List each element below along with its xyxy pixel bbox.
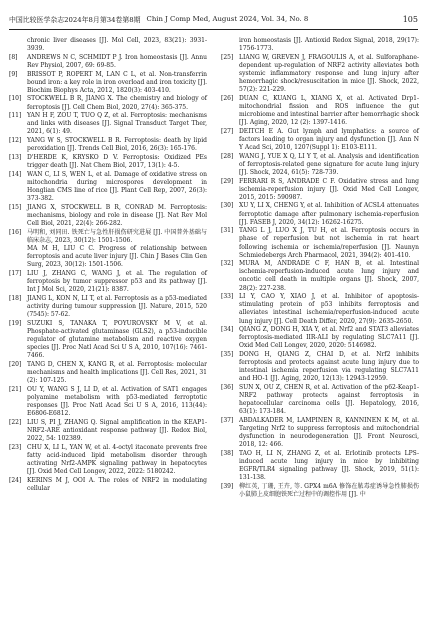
reference-item (9, 112, 207, 136)
reference-item (9, 477, 207, 493)
reference-text: ABDALKADER M, LAMPINEN R, KANNINEN K M, et al. Targeting Nrf2 to suppress ferroptosis and mitochondrial dysfunction in neurodegeneration [J]. Front Neurosci, 2018, 12: 466. (239, 417, 419, 449)
reference-text: OU Y, WANG S J, LI D, et al. Activation of SAT1 engages polyamine metabolism with p53-mediated ferroptotic responses [J]. Proc Natl Acad Sci U S A, 2016, 113(44): E6806-E6812. (27, 385, 207, 418)
reference-item (9, 320, 207, 360)
reference-item (221, 95, 419, 127)
reference-text: BRISSOT P, ROPERT M, LAN C L, et al. Non-transferrin bound iron: a key role in iron overload and iron toxicity [J]. Biochim Biophys Acta, 2012, 1820(3): 403-410. (27, 70, 207, 94)
reference-text: LI Y, CAO Y, XIAO J, et al. Inhibitor of apoptosis-stimulating protein of p53 inhibits ferroptosis and alleviates intestinal ischemia/reperfusion-induced acute lung injury [J]. Cell Death Differ, 2020, 27(9): 2635-2650. (239, 293, 419, 325)
reference-text: WAN C, LI S, WEN L, et al. Damage of oxidative stress on mitochondria during microspores development in Honglian CMS line of rice [J]. Plant Cell Rep, 2007, 26(3): 373-382. (27, 170, 207, 202)
journal-title-cn: 中国比较医学杂志2024年8月第34卷第8期 (9, 16, 141, 24)
reference-text: YAN H F, ZOU T, TUO Q Z, et al. Ferroptosis: mechanisms and links with diseases [J]. Signal Transduct Target Ther, 2021, 6(1): 49. (27, 112, 207, 136)
header-rule (9, 29, 418, 30)
reference-item (221, 128, 419, 152)
reference-text: ANDREWS N C, SCHMIDT P J. Iron homeostasis [J]. Annu Rev Physiol, 2007, 69: 69-85. (27, 53, 207, 69)
reference-item (9, 361, 207, 385)
reference-item (221, 54, 419, 94)
reference-number: [29] (221, 177, 234, 185)
reference-item (9, 71, 207, 95)
reference-item (221, 483, 419, 499)
reference-item (9, 270, 207, 294)
reference-number: [25] (221, 53, 234, 61)
reference-text: MURA M, ANDRADE C F, HAN B, et al. Intestinal ischemia-reperfusion-induced acute lung injury and oncotic cell death in multiple organs [J]. Shock, 2007, 28(2): 227-238. (239, 260, 419, 292)
reference-text: CHU X, LI L, YAN W, et al. 4-octyl itaconate prevents free fatty acid-induced lipid metabolism disorder through activating Nrf2-AMPK signaling pathway in hepatocytes [J]. Oxid Med Cell Longev, 2022, 2022: 5180242. (27, 443, 207, 475)
reference-item (9, 444, 207, 476)
reference-number: [11] (9, 112, 22, 120)
reference-number: [24] (9, 476, 22, 484)
reference-text: YANG W S, STOCKWELL B R. Ferroptosis: death by lipid peroxidation [J]. Trends Cell Biol, 2016, 26(3): 165-176. (27, 137, 207, 153)
running-header (9, 12, 418, 26)
reference-text: TANG L J, LUO X J, TU H, et al. Ferroptosis occurs in phase of reperfusion but not ischemia in rat heart following ischemia or ischemia/reperfusion [J]. Naunyn Schmiedebergs Arch Pharmacol, 2021, 394(2): 401-410. (239, 227, 419, 259)
reference-item (9, 95, 207, 111)
reference-item (9, 229, 207, 245)
reference-text: LIU S, PI J, ZHANG Q. Signal amplification in the KEAP1-NRF2-ARE antioxidant response pathway [J]. Redox Biol, 2022, 54: 102389. (27, 418, 207, 442)
reference-number: [32] (221, 260, 234, 268)
reference-text: 马明和, 刘同田. 铁死亡与急性肝损伤研究进展 [J]. 中国普外基础与临床杂志, 2023, 30(12): 1501-1506. (27, 228, 207, 244)
reference-number: [10] (9, 95, 22, 103)
reference-text: DUAN C, KUANG L, XIANG X, et al. Activated Drp1-mitochondrial fission and ROS influence the gut microbiome and intestinal barrier after hemorrhagic shock [J]. Aging, 2020, 12 (2): 1397-1416. (239, 94, 419, 127)
reference-number: [12] (9, 137, 22, 145)
reference-item (221, 384, 419, 416)
reference-item (9, 245, 207, 269)
reference-text: WANG J, YUE X Q, LI Y T, et al. Analysis and identification of ferroptosis-related gene signature for acute lung injury [J]. Shock, 2024, 61(5): 728-739. (239, 152, 419, 176)
reference-number: [28] (221, 152, 234, 160)
reference-number: [27] (221, 127, 234, 135)
reference-text: TANG D, CHEN X, KANG R, et al. Ferroptosis: molecular mechanisms and health implications [J]. Cell Res, 2021, 31 (2): 107-125. (27, 360, 207, 385)
reference-item (221, 293, 419, 325)
reference-list-right (221, 54, 419, 499)
reference-text: MA M H, LIU C C. Progress of relationship between ferroptosis and acute liver injury [J]. Chin J Bases Clin Gen Surg, 2023, 30(12): 1501-1506. (27, 245, 207, 269)
reference-item (221, 153, 419, 177)
reference-text: JIANG X, STOCKWELL B R, CONRAD M. Ferroptosis: mechanisms, biology and role in disease [J]. Nat Rev Mol Cell Biol, 2021, 22(4): 266-282. (27, 203, 207, 227)
reference-number: [38] (221, 450, 234, 457)
reference-item (9, 386, 207, 418)
reference-item (221, 417, 419, 449)
right-column (221, 37, 419, 500)
reference-number: [23] (9, 443, 22, 451)
reference-text: D'HERDE K, KRYSKO D V. Ferroptosis: Oxidized PEs trigger death [J]. Nat Chem Biol, 2017, 13(1): 4-5. (27, 153, 207, 169)
reference-item (221, 326, 419, 350)
reference-number: [16] (9, 228, 22, 236)
journal-title-en: Chin J Comp Med, August 2024, Vol. 34, No. 8 (146, 15, 309, 23)
reference-item (9, 137, 207, 153)
reference-number: [37] (221, 417, 234, 425)
reference-item (9, 204, 207, 228)
reference-text: DONG H, QIANG Z, CHAI D, et al. Nrf2 inhibits ferroptosis and protects against acute lung injury due to intestinal ischemia reperfusion via regulating SLC7A11 and HO-1 [J]. Aging, 2020, 12(13): 12943-12959. (239, 351, 419, 383)
reference-number: [14] (9, 170, 22, 178)
reference-continuation: iron homeostasis [J]. Antioxid Redox Signal, 2018, 29(17): 1756-1773. (239, 37, 419, 53)
reference-continuation: chronic liver diseases [J]. Mol Cell, 2023, 83(21): 3931-3939. (27, 37, 207, 53)
reference-item (221, 260, 419, 292)
reference-text: SUZUKI S, TANAKA T, POYUROVSKY M V, et al. Phosphate-activated glutaminase (GLS2), a p53-inducible regulator of glutamine metabolism and reactive oxygen species [J]. Proc Natl Acad Sci U S A, 2010, 107(16): 7461-7466. (27, 319, 207, 360)
reference-text: LIANG W, GREVEN J, FRAGOULIS A, et al. Sulforaphane-dependent up-regulation of NRF2 activity alleviates both systemic inflammatory response and lung injury after hemorrhagic shock/resuscitation in mice [J]. Shock, 2022, 57(2): 221-229. (239, 53, 419, 94)
reference-text: 柳红英, 丁珊, 王卉, 等. GPX4 m6A 修饰在脓毒症诱导急性肺损伤小鼠肺上皮细胞铁死亡过程中的调控作用 [J]. 中 (239, 482, 419, 499)
reference-item (9, 154, 207, 170)
reference-number: [31] (221, 227, 234, 235)
reference-number: [39] (221, 482, 234, 490)
reference-number: [26] (221, 94, 234, 102)
reference-item (9, 171, 207, 203)
reference-number: [36] (221, 384, 234, 392)
reference-item (221, 178, 419, 202)
reference-text: KERINS M J, OOI A. The roles of NRF2 in modulating cellular (27, 476, 207, 492)
reference-number: [30] (221, 202, 234, 210)
reference-text: TAO H, LI N, ZHANG Z, et al. Erlotinib protects LPS-induced acute lung injury in mice by inhibiting EGFR/TLR4 signaling pathway [J]. Shock, 2019, 51(1): 131-138. (239, 450, 419, 482)
left-column (9, 37, 207, 493)
reference-number (9, 245, 27, 269)
reference-text: FERRARI R S, ANDRADE C F. Oxidative stress and lung ischemia-reperfusion injury [J]. Oxid Med Cell Longev, 2015, 2015: 590987. (239, 177, 419, 201)
reference-number: [15] (9, 203, 22, 211)
reference-item (221, 351, 419, 383)
reference-text: STOCKWELL B R, JIANG X. The chemistry and biology of ferroptosis [J]. Cell Chem Biol, 2020, 27(4): 365-375. (27, 95, 207, 111)
reference-item (221, 227, 419, 259)
reference-text: DEITCH E A. Gut lymph and lymphatics: a source of factors leading to organ injury and dysfunction [J]. Ann N Y Acad Sci, 2010, 1207(Suppl 1): E103-E111. (239, 127, 419, 151)
reference-list-left (9, 54, 207, 493)
reference-number: [21] (9, 385, 22, 393)
reference-number: [8] (9, 53, 18, 61)
reference-number: [18] (9, 295, 22, 303)
reference-number: [20] (9, 360, 22, 368)
reference-text: XU Y, LI X, CHENG Y, et al. Inhibition of ACSL4 attenuates ferroptotic damage after pulmonary ischemia-reperfusion [J]. FASEB J, 2020, 34(12): 16262-16275. (239, 202, 419, 226)
reference-text: SUN X, OU Z, CHEN R, et al. Activation of the p62-Keap1-NRF2 pathway protects against ferroptosis in hepatocellular carcinoma cells [J]. Hepatology, 2016, 63(1): 173-184. (239, 384, 419, 416)
reference-number: [9] (9, 70, 18, 78)
reference-item (9, 419, 207, 443)
reference-number: [19] (9, 319, 22, 327)
reference-text: LIU J, ZHANG C, WANG J, et al. The regulation of ferroptosis by tumor suppressor p53 and its pathway [J]. Int J Mol Sci, 2020, 21(21): 8387. (27, 270, 207, 294)
reference-text: JIANG L, KON N, LI T, et al. Ferroptosis as a p53-mediated activity during tumour suppression [J]. Nature, 2015, 520 (7545): 57-62. (27, 295, 207, 319)
reference-number: [22] (9, 418, 22, 426)
reference-number: [13] (9, 153, 22, 161)
reference-number: [17] (9, 270, 22, 278)
reference-number: [35] (221, 351, 234, 359)
reference-item (221, 450, 419, 482)
reference-text: QIANG Z, DONG H, XIA Y, et al. Nrf2 and STAT3 alleviates ferroptosis-mediated IIR-ALI by regulating SLC7A11 [J]. Oxid Med Cell Longev, 2020, 2020: 5146982. (239, 326, 419, 350)
reference-number: [33] (221, 293, 234, 301)
reference-number: [34] (221, 326, 234, 334)
reference-item (9, 295, 207, 319)
reference-item (221, 202, 419, 226)
page-number: 105 (402, 14, 418, 24)
reference-item (9, 54, 207, 70)
